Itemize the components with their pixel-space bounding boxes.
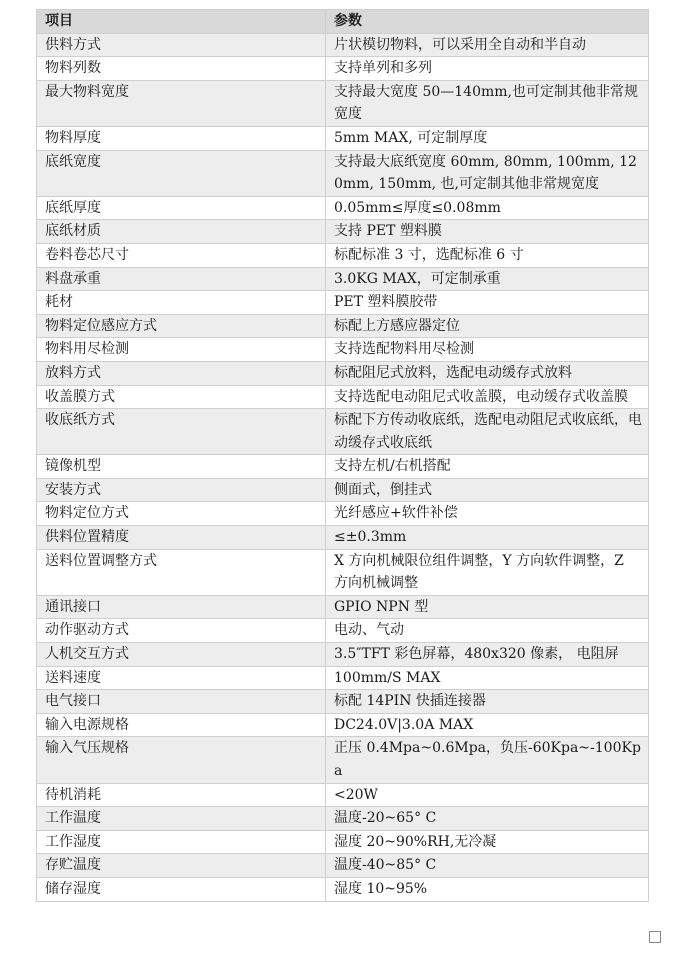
table-header-row [37, 10, 649, 34]
table-row [37, 737, 649, 783]
spec-item-name: 收盖膜方式 [37, 385, 326, 409]
table-row [37, 126, 649, 150]
spec-item-name: 工作温度 [37, 807, 326, 831]
spec-item-value: 支持 PET 塑料膜 [326, 220, 649, 244]
table-row [37, 150, 649, 196]
table-row [37, 713, 649, 737]
spec-item-name: 工作湿度 [37, 830, 326, 854]
table-row [37, 549, 649, 595]
spec-item-value: 5mm MAX, 可定制厚度 [326, 126, 649, 150]
spec-item-name: 收底纸方式 [37, 409, 326, 455]
spec-item-name: 卷料卷芯尺寸 [37, 243, 326, 267]
spec-item-value: 标配下方传动收底纸，选配电动阻尼式收底纸，电动缓存式收底纸 [326, 409, 649, 455]
header-parameter: 参数 [326, 10, 649, 34]
spec-item-value: 0.05mm≤厚度≤0.08mm [326, 196, 649, 220]
spec-item-value: 湿度 10~95% [326, 877, 649, 901]
spec-item-value: ≤±0.3mm [326, 526, 649, 550]
spec-table [36, 9, 649, 902]
spec-item-value: 正压 0.4Mpa~0.6Mpa，负压-60Kpa~-100Kpa [326, 737, 649, 783]
spec-item-name: 耗材 [37, 291, 326, 315]
spec-item-name: 安装方式 [37, 478, 326, 502]
spec-item-value: GPIO NPN 型 [326, 595, 649, 619]
spec-item-name: 人机交互方式 [37, 643, 326, 667]
spec-item-name: 存贮温度 [37, 854, 326, 878]
table-row [37, 385, 649, 409]
table-row [37, 291, 649, 315]
spec-item-value: 温度-40~85° C [326, 854, 649, 878]
spec-item-name: 动作驱动方式 [37, 619, 326, 643]
spec-item-name: 输入电源规格 [37, 713, 326, 737]
spec-item-value: 标配阻尼式放料，选配电动缓存式放料 [326, 361, 649, 385]
table-row [37, 409, 649, 455]
spec-item-value: 温度-20~65° C [326, 807, 649, 831]
spec-item-name: 镜像机型 [37, 455, 326, 479]
spec-item-value: 光纤感应+软件补偿 [326, 502, 649, 526]
spec-item-value: 标配上方感应器定位 [326, 314, 649, 338]
spec-item-value: X 方向机械限位组件调整，Y 方向软件调整，Z 方向机械调整 [326, 549, 649, 595]
table-row [37, 783, 649, 807]
spec-item-name: 物料用尽检测 [37, 338, 326, 362]
spec-item-value: 100mm/S MAX [326, 666, 649, 690]
spec-item-value: 3.0KG MAX，可定制承重 [326, 267, 649, 291]
spec-item-value: DC24.0V|3.0A MAX [326, 713, 649, 737]
table-row [37, 666, 649, 690]
spec-item-value: 支持选配物料用尽检测 [326, 338, 649, 362]
spec-item-name: 送料速度 [37, 666, 326, 690]
table-row [37, 220, 649, 244]
table-row [37, 33, 649, 57]
spec-item-name: 底纸宽度 [37, 150, 326, 196]
spec-item-value: 湿度 20~90%RH,无冷凝 [326, 830, 649, 854]
spec-item-name: 物料定位方式 [37, 502, 326, 526]
spec-item-name: 储存湿度 [37, 877, 326, 901]
spec-item-name: 物料厚度 [37, 126, 326, 150]
table-resize-handle[interactable] [649, 931, 661, 943]
table-row [37, 267, 649, 291]
table-row [37, 502, 649, 526]
table-row [37, 361, 649, 385]
table-row [37, 314, 649, 338]
spec-item-value: 标配标准 3 寸，选配标准 6 寸 [326, 243, 649, 267]
table-row [37, 196, 649, 220]
spec-item-value: 电动、气动 [326, 619, 649, 643]
spec-item-value: <20W [326, 783, 649, 807]
table-row [37, 619, 649, 643]
spec-item-value: 片状模切物料，可以采用全自动和半自动 [326, 33, 649, 57]
spec-item-value: 支持左机/右机搭配 [326, 455, 649, 479]
spec-item-name: 料盘承重 [37, 267, 326, 291]
table-row [37, 830, 649, 854]
spec-item-name: 供料位置精度 [37, 526, 326, 550]
table-row [37, 478, 649, 502]
table-row [37, 57, 649, 81]
spec-item-name: 供料方式 [37, 33, 326, 57]
spec-item-name: 送料位置调整方式 [37, 549, 326, 595]
header-item: 项目 [37, 10, 326, 34]
spec-item-value: 支持单列和多列 [326, 57, 649, 81]
spec-item-name: 底纸厚度 [37, 196, 326, 220]
table-row [37, 690, 649, 714]
table-row [37, 877, 649, 901]
spec-item-value: 支持最大宽度 50—140mm,也可定制其他非常规宽度 [326, 80, 649, 126]
table-row [37, 807, 649, 831]
spec-item-name: 物料列数 [37, 57, 326, 81]
spec-item-value: 侧面式，倒挂式 [326, 478, 649, 502]
spec-item-name: 放料方式 [37, 361, 326, 385]
table-row [37, 80, 649, 126]
spec-item-value: PET 塑料膜胶带 [326, 291, 649, 315]
spec-item-value: 支持最大底纸宽度 60mm, 80mm, 100mm, 120mm, 150mm, 也,可定制其他非常规宽度 [326, 150, 649, 196]
spec-item-value: 标配 14PIN 快插连接器 [326, 690, 649, 714]
table-body [37, 33, 649, 901]
spec-item-name: 待机消耗 [37, 783, 326, 807]
spec-item-value: 3.5″TFT 彩色屏幕，480x320 像素， 电阻屏 [326, 643, 649, 667]
spec-item-name: 物料定位感应方式 [37, 314, 326, 338]
table-row [37, 338, 649, 362]
table-row [37, 595, 649, 619]
table-row [37, 526, 649, 550]
table-row [37, 455, 649, 479]
table-row [37, 643, 649, 667]
table-row [37, 243, 649, 267]
spec-item-name: 电气接口 [37, 690, 326, 714]
spec-item-value: 支持选配电动阻尼式收盖膜，电动缓存式收盖膜 [326, 385, 649, 409]
table-row [37, 854, 649, 878]
spec-item-name: 最大物料宽度 [37, 80, 326, 126]
spec-item-name: 通讯接口 [37, 595, 326, 619]
spec-item-name: 输入气压规格 [37, 737, 326, 783]
spec-item-name: 底纸材质 [37, 220, 326, 244]
